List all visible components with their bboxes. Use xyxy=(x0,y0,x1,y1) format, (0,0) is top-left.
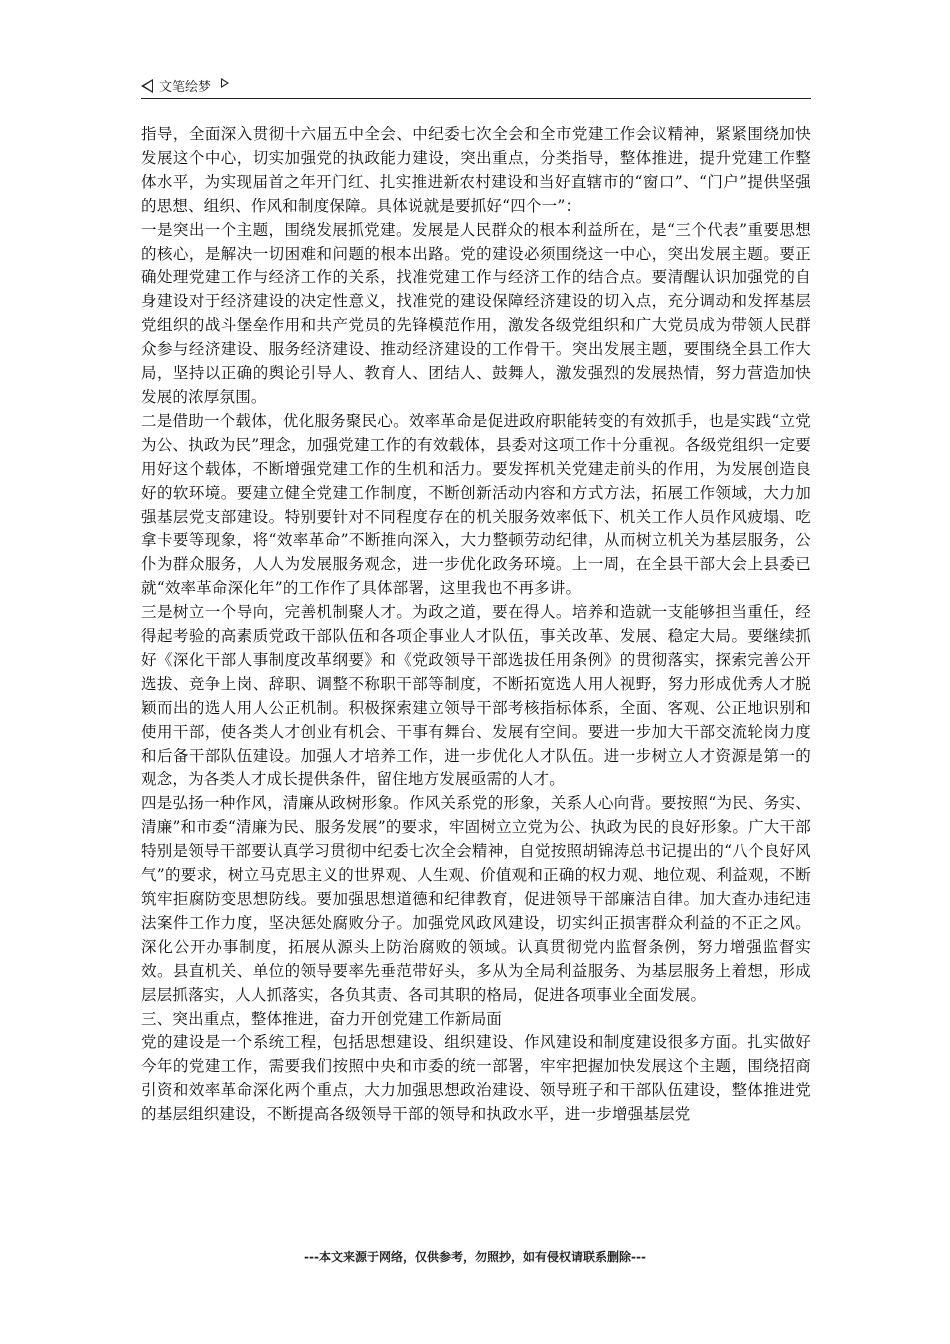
section-heading: 三、突出重点，整体推进，奋力开创党建工作新局面 xyxy=(141,1009,503,1028)
paragraph-point-3: 三是树立一个导向，完善机制聚人才。为政之道，要在得人。培养和造就一支能够担当重任，经得起考验的高素质党政干部队伍和各项企事业人才队伍，事关改革、发展、稳定大局。要继续抓好《深化干部人事制度改革纲要》和《党政领导干部选拔任用条例》的贯彻落实，探索完善公开选拔、竞争上岗、辞职、调整不称职干部等制度，不断拓宽选人用人视野，努力形成优秀人才脱颖而出的选人用人公正机制。积极探索建立领导干部考核指标体系，全面、客观、公正地识别和使用干部，使各类人才创业有机会、干事有舞台、发展有空间。要进一步加大干部交流轮岗力度和后备干部队伍建设。加强人才培养工作，进一步优化人才队伍。进一步树立人才资源是第一的观念，为各类人才成长提供条件，留住地方发展亟需的人才。 xyxy=(141,603,811,789)
paragraph-point-1: 一是突出一个主题，围绕发展抓党建。发展是人民群众的根本利益所在，是“三个代表”重要思想的核心，是解决一切困难和问题的根本出路。党的建设必须围绕这一中心，突出发展主题。要正确处理党建工作与经济工作的关系，找准党建工作与经济工作的结合点。要清醒认识加强党的自身建设对于经济建设的决定性意义，找准党的建设保障经济建设的切入点，充分调动和发挥基层党组织的战斗堡垒作用和共产党员的先锋模范作用，激发各级党组织和广大党员成为带领人民群众参与经济建设、服务经济建设、推动经济建设的工作骨干。突出发展主题，要围绕全县工作大局，坚持以正确的舆论引导人、教育人、团结人、鼓舞人，激发强烈的发展热情，努力营造加快发展的浓厚氛围。 xyxy=(141,220,811,406)
paragraph-intro: 指导，全面深入贯彻十六届五中全会、中纪委七次全会和全市党建工作会议精神，紧紧围绕加快发展这个中心，切实加强党的执政能力建设，突出重点，分类指导，整体推进，提升党建工作整体水平，为实现届首之年开门红、扎实推进新农村建设和当好直辖市的“窗口”、“门户”提供坚强的思想、组织、作风和制度保障。具体说就是要抓好“四个一”： xyxy=(141,125,811,215)
document-body xyxy=(141,123,811,1127)
paragraph-point-2: 二是借助一个载体，优化服务聚民心。效率革命是促进政府职能转变的有效抓手，也是实践“立党为公、执政为民”理念，加强党建工作的有效载体，县委对这项工作十分重视。各级党组织一定要用好这个载体，不断增强党建工作的生机和活力。要发挥机关党建走前头的作用，为发展创造良好的软环境。要建立健全党建工作制度，不断创新活动内容和方式方法，拓展工作领域，大力加强基层党支部建设。特别要针对不同程度存在的机关服务效率低下、机关工作人员作风疲塌、吃拿卡要等现象，将“效率革命”不断推向深入，大力整顿劳动纪律，从而树立机关为基层服务，公仆为群众服务，人人为发展服务观念，进一步优化政务环境。上一周，在全县干部大会上县委已就“效率革命深化年”的工作作了具体部署，这里我也不再多讲。 xyxy=(141,411,811,598)
page-header xyxy=(141,70,811,99)
triangle-right-icon xyxy=(221,78,229,88)
paragraph-section-3: 党的建设是一个系统工程，包括思想建设、组织建设、作风建设和制度建设很多方面。扎实做好今年的党建工作，需要我们按照中央和市委的统一部署，牢牢把握加快发展这个主题，围绕招商引资和效率革命深化两个重点，大力加强思想政治建设、领导班子和干部队伍建设，整体推进党的基层组织建设，不断提高各级领导干部的领导和执政水平，进一步增强基层党 xyxy=(141,1033,811,1124)
brand xyxy=(141,76,229,95)
paragraph-point-4: 四是弘扬一种作风，清廉从政树形象。作风关系党的形象，关系人心向背。要按照“为民、务实、清廉”和市委“清廉为民、服务发展”的要求，牢固树立立党为公、执政为民的良好形象。广大干部特别是领导干部要认真学习贯彻中纪委七次全会精神，自觉按照胡锦涛总书记提出的“八个良好风气”的要求，树立马克思主义的世界观、人生观、价值观和正确的权力观、地位观、利益观，不断筑牢拒腐防变思想防线。要加强思想道德和纪律教育，促进领导干部廉洁自律。加大查办违纪违法案件工作力度，坚决惩处腐败分子。加强党风政风建设，切实纠正损害群众利益的不正之风。深化公开办事制度，拓展从源头上防治腐败的领域。认真贯彻党内监督条例，努力增强监督实效。县直机关、单位的领导要率先垂范带好头，多从为全局利益服务、为基层服务上着想，形成层层抓落实，人人抓落实，各负其责、各司其职的格局，促进各项事业全面发展。 xyxy=(141,794,811,1004)
triangle-left-icon xyxy=(141,79,153,93)
brand-text: 文笔绘梦 xyxy=(159,80,212,95)
footer-disclaimer: ---本文来源于网络，仅供参考，勿照抄，如有侵权请联系删除--- xyxy=(304,1250,646,1264)
